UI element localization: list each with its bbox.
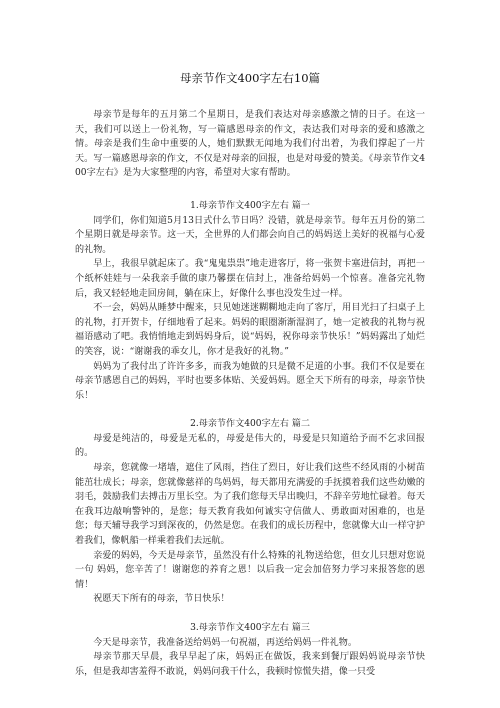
paragraph: 今天是母亲节，我准备送给妈妈一句祝福，再送给妈妈一件礼物。 <box>93 637 357 648</box>
spacer <box>75 181 425 199</box>
section-title: 1.母亲节作文400字左右 篇一 <box>190 200 310 211</box>
paragraph: 母亲，您就像一堵墙，遮住了风雨，挡住了烈日，好让我们这些不经风雨的小树苗能茁壮成长；母亲，您就像慈祥的鸟妈妈，每天都用充满爱的手抚摸着我们这些幼嫩的羽毛，鼓励我们去搏击万里长空。为了我们您每天早出晚归，不辞辛劳地忙碌着。每天在我耳边敲响警钟的，是您；每天教育我如何诚实守信做人、勇敢面对困难的，也是您；每天辅导我学习到深夜的，仍然是您。在我们的成长历程中，您就像大山一样守护着我们，像帆船一样乘着我们去远航。 <box>75 463 425 547</box>
document-body <box>75 108 425 679</box>
paragraph: 母爱是纯洁的，母爱是无私的，母爱是伟大的，母爱是只知道给予而不乞求回报的。 <box>75 433 425 459</box>
document-title: 母亲节作文400字左右10篇 <box>179 71 321 85</box>
paragraph: 同学们，你们知道5月13日式什么节日吗？没错，就是母亲节。每年五月份的第二个星期日就是母亲节。这一天，全世界的人们都会向自己的妈妈送上美好的祝福与心爱的礼物。 <box>75 215 425 255</box>
paragraph: 母亲节那天早晨，我早早起了床，妈妈正在做饭，我来到餐厅跟妈妈说母亲节快乐，但是我却害羞得不敢说，妈妈问我干什么，我顿时惊慌失措，像一只受 <box>75 652 425 677</box>
paragraph: 亲爱的妈妈，今天是母亲节，虽然没有什么特殊的礼物送给您，但女儿只想对您说一句 妈妈，您辛苦了！谢谢您的养育之恩！以后我一定会加倍努力学习来报答您的恩情！ <box>75 550 425 590</box>
paragraph: 祝愿天下所有的母亲，节日快乐！ <box>93 594 230 605</box>
paragraph: 早上，我很早就起床了。我“鬼鬼祟祟”地走进客厅，将一张贺卡塞进信封，再把一个纸杯娃娃与一朵我亲手做的康乃馨摆在信封上，准备给妈妈一个惊喜。准备完礼物后，我又轻轻地走回房间，躺在床上，好像什么事也没发生过一样。 <box>75 259 425 299</box>
intro-paragraph: 母亲节是每年的五月第二个星期日，是我们表达对母亲感激之情的日子。在这一天，我们可以送上一份礼物，写一篇感恩母亲的作文，表达我们对母亲的爱和感激之情。母亲是我们生命中重要的人，她们默默无闻地为我们付出着，为我们撑起了一片天。写一篇感恩母亲的作文，不仅是对母亲的回报，也是对母爱的赞美。《母亲节作文400字左右》是为大家整理的内容，希望对大家有帮助。 <box>75 110 425 179</box>
paragraph: 不一会，妈妈从睡梦中醒来，只见她迷迷糊糊地走向了客厅，用目光扫了扫桌子上的礼物，打开贺卡，仔细地看了起来。妈妈的眼圈渐渐湿润了，她一定被我的礼物与祝福语感动了吧。我悄悄地走到妈妈身后，说“妈妈，祝你母亲节快乐！”妈妈露出了灿烂的笑容，说：“谢谢我的乖女儿，你才是我好的礼物。” <box>75 303 425 357</box>
section-title: 2.母亲节作文400字左右 篇二 <box>190 419 310 430</box>
paragraph: 妈妈为了我付出了许许多多，而我为她做的只是微不足道的小事。我们不仅是要在母亲节感恩自己的妈妈，平时也要多体贴、关爱妈妈。愿全天下所有的母亲，母亲节快乐！ <box>75 361 425 401</box>
section-title: 3.母亲节作文400字左右 篇三 <box>190 623 310 633</box>
